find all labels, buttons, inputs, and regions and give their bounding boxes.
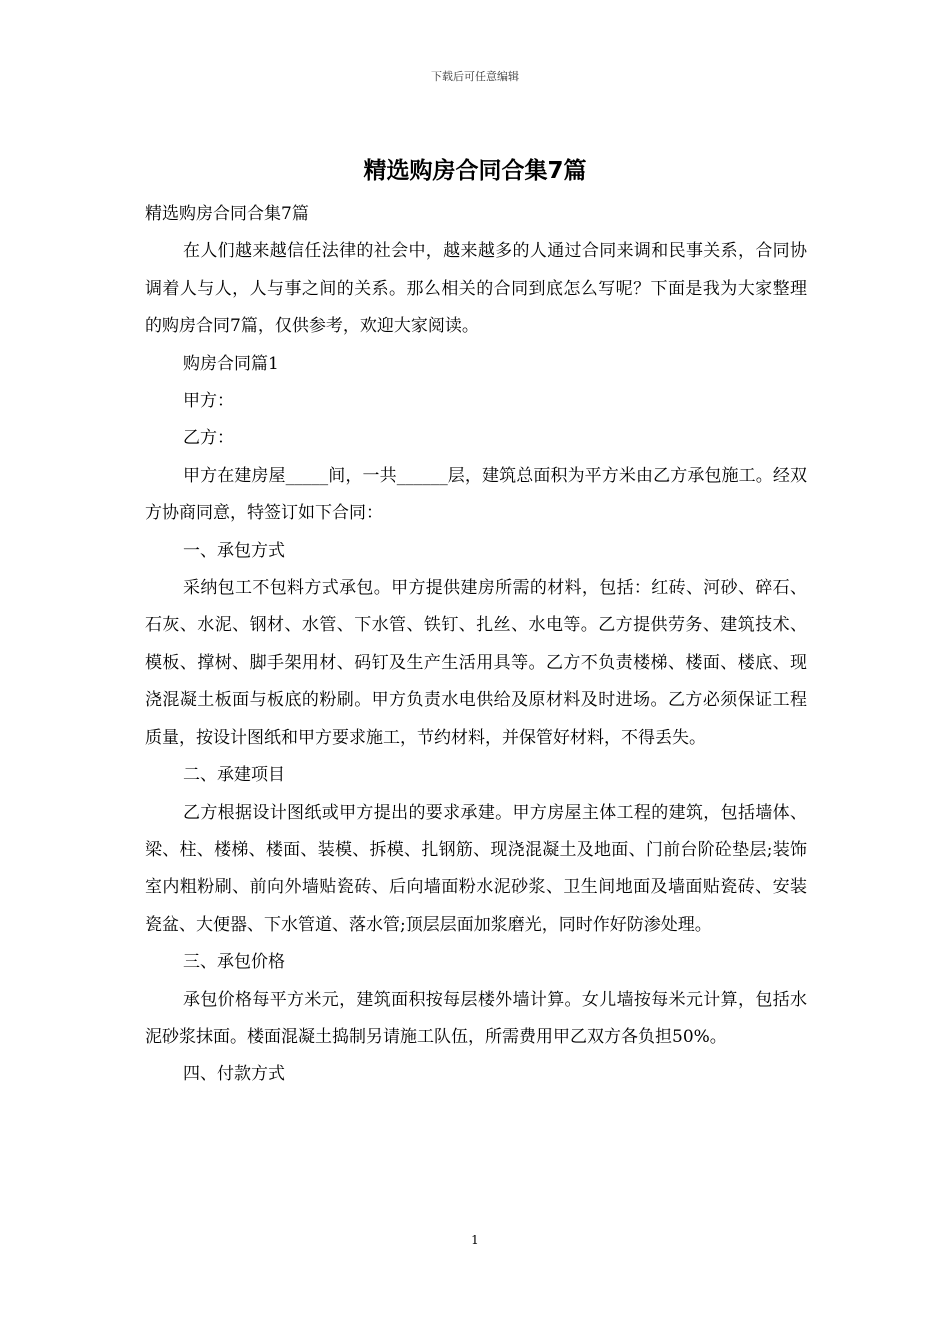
document-title: 精选购房合同合集7篇 (363, 158, 587, 184)
section-heading: 购房合同篇1 (183, 353, 279, 374)
clause-heading: 三、承包价格 (183, 952, 285, 973)
document-body (145, 196, 807, 1094)
party-a-label: 甲方： (183, 391, 234, 412)
clause-heading: 二、承建项目 (183, 765, 285, 786)
clause-paragraph: 采纳包工不包料方式承包。甲方提供建房所需的材料，包括：红砖、河砂、碎石、石灰、水泥、钢材、水管、下水管、铁钉、扎丝、水电等。乙方提供劳务、建筑技术、模板、撑树、脚手架用材、码钉及生产生活用具等。乙方不负责楼梯、楼面、楼底、现浇混凝土板面与板底的粉刷。甲方负责水电供给及原材料及时进场。乙方必须保证工程质量，按设计图纸和甲方要求施工，节约材料，并保管好材料，不得丢失。 (145, 578, 807, 748)
clause-paragraph: 乙方根据设计图纸或甲方提出的要求承建。甲方房屋主体工程的建筑，包括墙体、梁、柱、楼梯、楼面、装模、拆模、扎钢筋、现浇混凝土及地面、门前台阶砼垫层;装饰室内粗粉刷、前向外墙贴瓷砖、后向墙面粉水泥砂浆、卫生间地面及墙面贴瓷砖、安装瓷盆、大便器、下水管道、落水管;顶层层面加浆磨光，同时作好防渗处理。 (145, 802, 807, 935)
document-subtitle: 精选购房合同合集7篇 (145, 204, 309, 224)
clause-heading: 一、承包方式 (183, 540, 285, 561)
clause-paragraph: 承包价格每平方米元，建筑面积按每层楼外墙计算。女儿墙按每米元计算，包括水泥砂浆抹面。楼面混凝土捣制另请施工队伍，所需费用甲乙双方各负担50%。 (145, 989, 807, 1047)
intro-paragraph: 在人们越来越信任法律的社会中，越来越多的人通过合同来调和民事关系，合同协调着人与人，人与事之间的关系。那么相关的合同到底怎么写呢？下面是我为大家整理的购房合同7篇，仅供参考，欢迎大家阅读。 (145, 241, 807, 337)
party-b-label: 乙方： (183, 428, 234, 449)
page-number: 1 (471, 1233, 479, 1247)
header-note: 下载后可任意编辑 (431, 70, 519, 83)
opening-paragraph: 甲方在建房屋_____间，一共______层，建筑总面积为平方米由乙方承包施工。经双方协商同意，特签订如下合同： (145, 465, 807, 524)
clause-heading: 四、付款方式 (183, 1064, 285, 1085)
